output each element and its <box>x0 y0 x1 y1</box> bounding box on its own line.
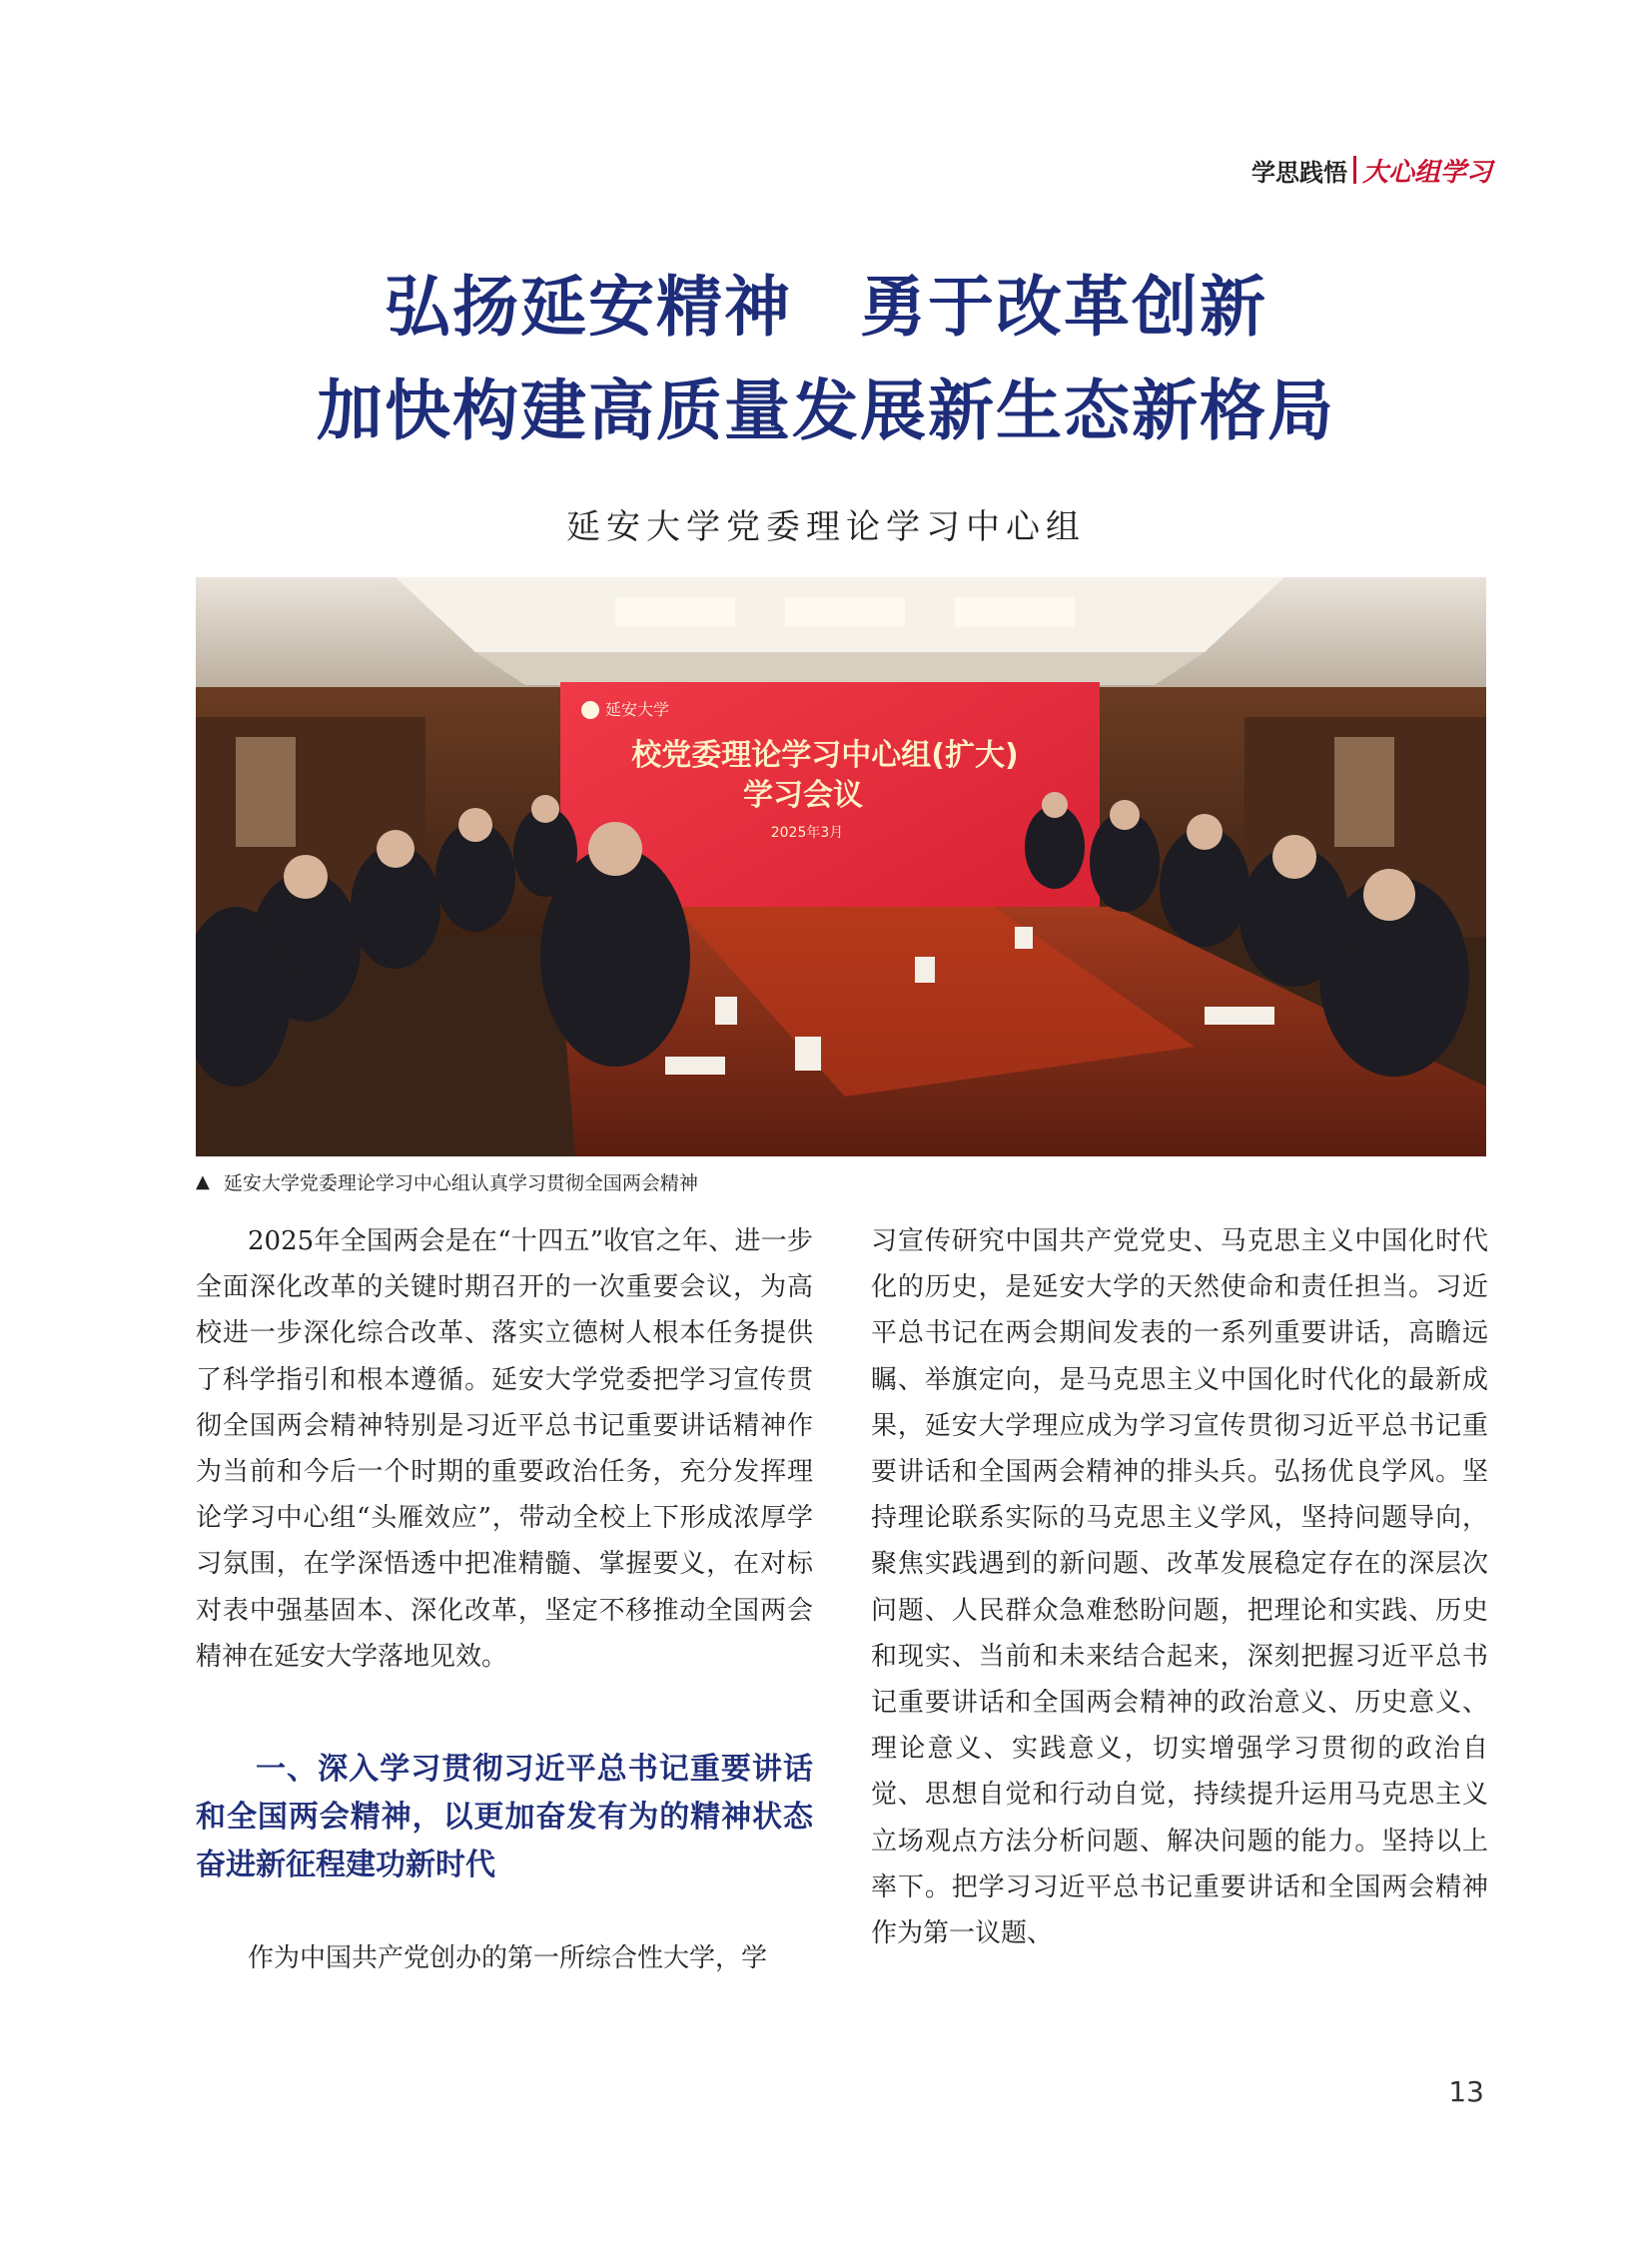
screen-logo: 延安大学 <box>605 700 670 719</box>
page-header <box>1251 150 1492 190</box>
header-divider <box>1353 156 1356 184</box>
section-heading-1: 一、深入学习贯彻习近平总书记重要讲话和全国两会精神，以更加奋发有为的精神状态奋进新征程建功新时代 <box>196 1752 813 1883</box>
screen-title-2: 学习会议 <box>743 778 863 813</box>
screen-date: 2025年3月 <box>770 825 844 841</box>
article-title-line-2: 加快构建高质量发展新生态新格局 <box>317 372 1335 449</box>
paragraph-section-1-continued: 习宣传研究中国共产党党史、马克思主义中国化时代化的历史，是延安大学的天然使命和责任担当。习近平总书记在两会期间发表的一系列重要讲话，高瞻远瞩、举旗定向，是马克思主义中国化时代化的最新成果，延安大学理应成为学习宣传贯彻习近平总书记重要讲话和全国两会精神的排头兵。弘扬优良学风。坚持理论联系实际的马克思主义学风，坚持问题导向，聚焦实践遇到的新问题、改革发展稳定存在的深层次问题、人民群众急难愁盼问题，把理论和实践、历史和现实、当前和未来结合起来，深刻把握习近平总书记重要讲话和全国两会精神的政治意义、历史意义、理论意义、实践意义，切实增强学习贯彻的政治自觉、思想自觉和行动自觉，持续提升运用马克思主义立场观点方法分析问题、解决问题的能力。坚持以上率下。把学习习近平总书记重要讲话和全国两会精神作为第一议题、 <box>871 1226 1488 1949</box>
article-author: 延安大学党委理论学习中心组 <box>566 507 1086 547</box>
right-column <box>871 1218 1488 1956</box>
photo-caption <box>196 1168 698 1195</box>
screen-title-1: 校党委理论学习中心组(扩大) <box>631 738 1019 773</box>
caption-text: 延安大学党委理论学习中心组认真学习贯彻全国两会精神 <box>223 1172 698 1194</box>
brand-logo-text: 大心组学习 <box>1361 157 1492 188</box>
triangle-marker-icon: ▲ <box>196 1171 210 1192</box>
meeting-photo <box>196 577 1486 1156</box>
paragraph-section-1-start: 作为中国共产党创办的第一所综合性大学，学 <box>248 1943 768 1974</box>
page-number: 13 <box>1448 2075 1484 2108</box>
left-column <box>196 1218 813 1981</box>
paragraph-intro: 2025年全国两会是在“十四五”收官之年、进一步全面深化改革的关键时期召开的一次重要会议，为高校进一步深化综合改革、落实立德树人根本任务提供了科学指引和根本遵循。延安大学党委把学习宣传贯彻全国两会精神特别是习近平总书记重要讲话精神作为当前和今后一个时期的重要政治任务，充分发挥理论学习中心组“头雁效应”，带动全校上下形成浓厚学习氛围，在学深悟透中把准精髓、掌握要义，在对标对表中强基固本、深化改革，坚定不移推动全国两会精神在延安大学落地见效。 <box>196 1226 813 1672</box>
article-title-line-1: 弘扬延安精神 勇于改革创新 <box>385 268 1267 346</box>
section-label: 学思践悟 <box>1250 158 1347 187</box>
